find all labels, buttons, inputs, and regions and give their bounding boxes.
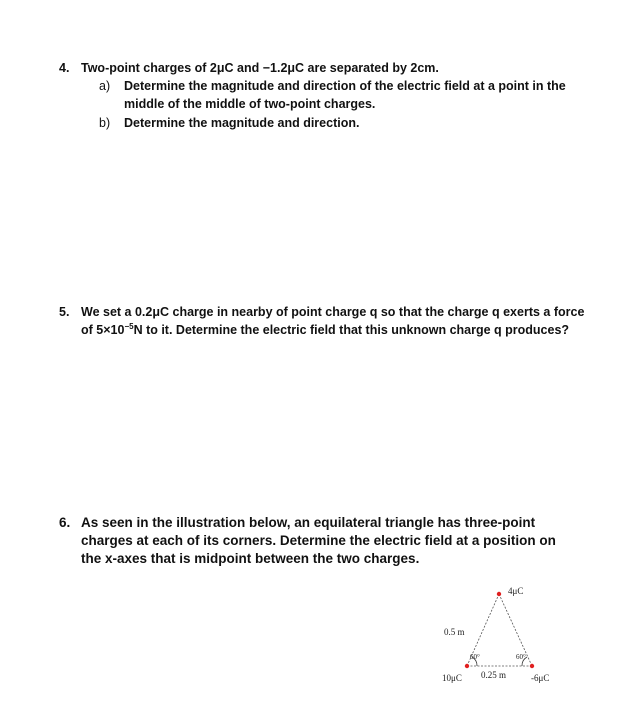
- triangle-figure: [430, 578, 570, 693]
- question-5: [59, 303, 619, 343]
- question-4-part-a-label: a): [99, 79, 111, 93]
- question-6-line2: charges at each of its corners. Determine the electric field at a position on: [81, 533, 556, 548]
- right-charge-label: -6μC: [531, 673, 550, 683]
- angle-right-label: 60°: [516, 653, 526, 661]
- question-4-part-b-label: b): [99, 116, 111, 130]
- question-6-line1: As seen in the illustration below, an equilateral triangle has three-point: [81, 515, 536, 530]
- question-6-line3: the x-axes that is midpoint between the two charges.: [81, 551, 420, 566]
- question-5-line2-post: N to it. Determine the electric field that this unknown charge q produces?: [133, 323, 570, 337]
- angle-left-label: 60°: [470, 653, 480, 661]
- side-length-label: 0.5 m: [444, 627, 465, 637]
- question-5-line2: [81, 321, 569, 339]
- question-6-number: 6.: [59, 515, 71, 530]
- top-charge-label: 4μC: [508, 586, 524, 596]
- question-4-part-b-line1: Determine the magnitude and direction.: [124, 116, 360, 130]
- question-6: [59, 514, 619, 572]
- question-4-part-a: [99, 77, 619, 115]
- question-5-line2-pre: of 5×10: [81, 323, 125, 337]
- question-4-text: Two-point charges of 2μC and −1.2μC are separated by 2cm.: [81, 61, 439, 75]
- question-4-number: 4.: [59, 61, 70, 75]
- question-4-part-a-line1: Determine the magnitude and direction of the electric field at a point in the: [124, 79, 566, 93]
- question-4-part-a-line2: middle of the middle of two-point charges.: [124, 97, 376, 111]
- charge-left-dot: [465, 664, 469, 668]
- charge-right-dot: [530, 664, 534, 668]
- question-4: [59, 59, 619, 79]
- question-5-line1: We set a 0.2μC charge in nearby of point charge q so that the charge q exerts a force: [81, 305, 585, 319]
- charge-top-dot: [497, 592, 501, 596]
- half-base-label: 0.25 m: [481, 670, 507, 680]
- question-5-number: 5.: [59, 305, 70, 319]
- question-5-exponent: −5: [124, 321, 134, 331]
- left-charge-label: 10μC: [442, 673, 462, 683]
- question-4-part-b: [99, 114, 619, 134]
